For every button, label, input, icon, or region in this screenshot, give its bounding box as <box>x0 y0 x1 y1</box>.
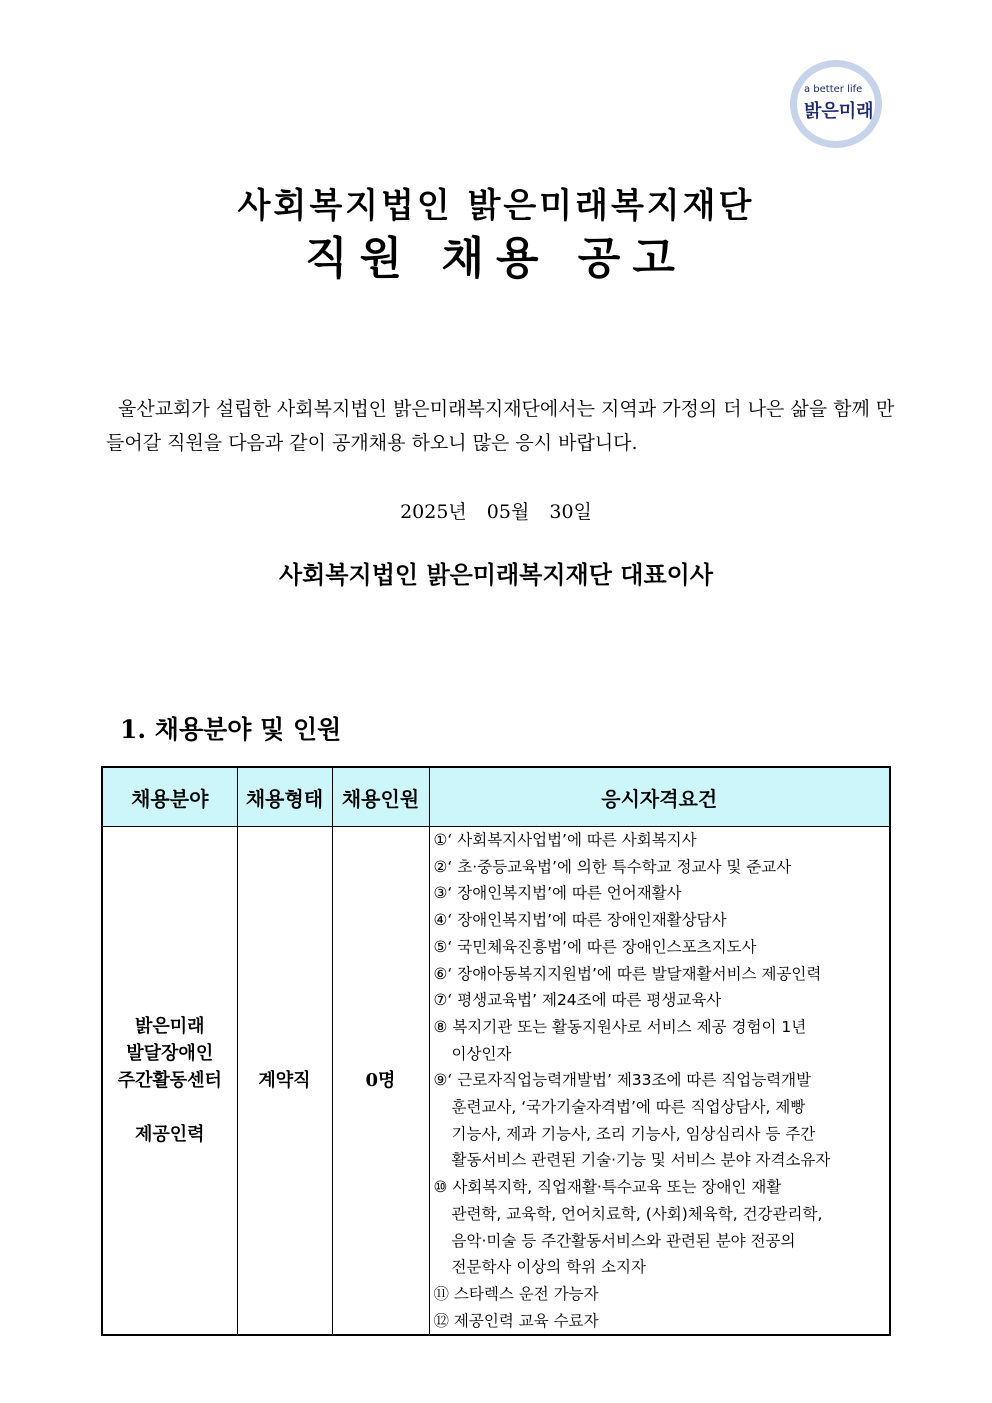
type-cell: 계약직 <box>237 827 332 1336</box>
qualification-line: 음악·미술 등 주간활동서비스와 관련된 분야 전공의 <box>451 1231 796 1250</box>
qualification-line: ⑧ 복지기관 또는 활동지원사로 서비스 제공 경험이 1년 <box>433 1017 807 1036</box>
qualification-line: ⑩ 사회복지학, 직업재활·특수교육 또는 장애인 재활 <box>433 1178 782 1197</box>
qualification-line: ⑦‘ 평생교육법’ 제24조에 따른 평생교육사 <box>433 991 722 1010</box>
header-qualifications: 응시자격요건 <box>429 767 890 827</box>
qualifications-cell <box>429 827 890 1336</box>
field-line: 주간활동센터 <box>117 1070 222 1092</box>
qualification-line: ②‘ 초·중등교육법’에 의한 특수학교 정교사 및 준교사 <box>433 857 792 876</box>
section-heading: 1. 채용분야 및 인원 <box>120 715 342 744</box>
field-cell <box>102 827 237 1336</box>
qualification-line: ⑫ 제공인력 교육 수료자 <box>433 1311 599 1330</box>
qualification-line: ③‘ 장애인복지법’에 따른 언어재활사 <box>433 884 682 903</box>
notice-date: 2025년 05월 30일 <box>400 501 592 523</box>
field-line <box>103 1094 237 1121</box>
qualification-line: 훈련교사, ‘국가기술자격법’에 따른 직업상담사, 제빵 <box>451 1098 806 1117</box>
field-line: 발달장애인 <box>126 1043 214 1065</box>
header-count: 채용인원 <box>332 767 429 827</box>
qualification-line: 이상인자 <box>451 1044 512 1063</box>
qualification-line: ⑪ 스타렉스 운전 가능자 <box>433 1284 599 1303</box>
table-header-row <box>102 767 890 827</box>
qualification-line: ①‘ 사회복지사업법’에 따른 사회복지사 <box>433 831 697 849</box>
signature: 사회복지법인 밝은미래복지재단 대표이사 <box>278 561 714 589</box>
field-line: 제공인력 <box>134 1124 205 1146</box>
recruitment-table <box>101 766 891 1336</box>
qualification-line: ⑨‘ 근로자직업능력개발법’ 제33조에 따른 직업능력개발 <box>433 1071 812 1090</box>
qualification-line: ④‘ 장애인복지법’에 따른 장애인재활상담사 <box>433 911 727 930</box>
qualification-line: 전문학사 이상의 학위 소지자 <box>451 1258 646 1277</box>
intro-paragraph: 울산교회가 설립한 사회복지법인 밝은미래복지재단에서는 지역과 가정의 더 나은 삶을 함께 만들어갈 직원을 다음과 같이 공개채용 하오니 많은 응시 바랍니다. <box>106 398 895 454</box>
org-title: 사회복지법인 밝은미래복지재단 <box>237 186 755 226</box>
notice-title: 직원 채용 공고 <box>305 233 687 284</box>
header-type: 채용형태 <box>237 767 332 827</box>
logo-name: 밝은미래 <box>804 101 874 122</box>
foundation-logo <box>784 60 894 150</box>
field-line: 밝은미래 <box>134 1016 205 1038</box>
qualification-line: 기능사, 제과 기능사, 조리 기능사, 임상심리사 등 주간 <box>451 1124 816 1143</box>
table-row <box>102 827 890 1336</box>
count-cell: 0명 <box>332 827 429 1336</box>
logo-tagline: a better life <box>804 84 863 95</box>
qualification-line: ⑥‘ 장애아동복지지원법’에 따른 발달재활서비스 제공인력 <box>433 964 822 983</box>
header-field: 채용분야 <box>102 767 237 827</box>
qualification-line: 관련학, 교육학, 언어치료학, (사회)체육학, 건강관리학, <box>451 1204 823 1223</box>
qualification-line: 활동서비스 관련된 기술·기능 및 서비스 분야 자격소유자 <box>451 1151 831 1170</box>
qualification-line: ⑤‘ 국민체육진흥법’에 따른 장애인스포츠지도사 <box>433 937 757 956</box>
